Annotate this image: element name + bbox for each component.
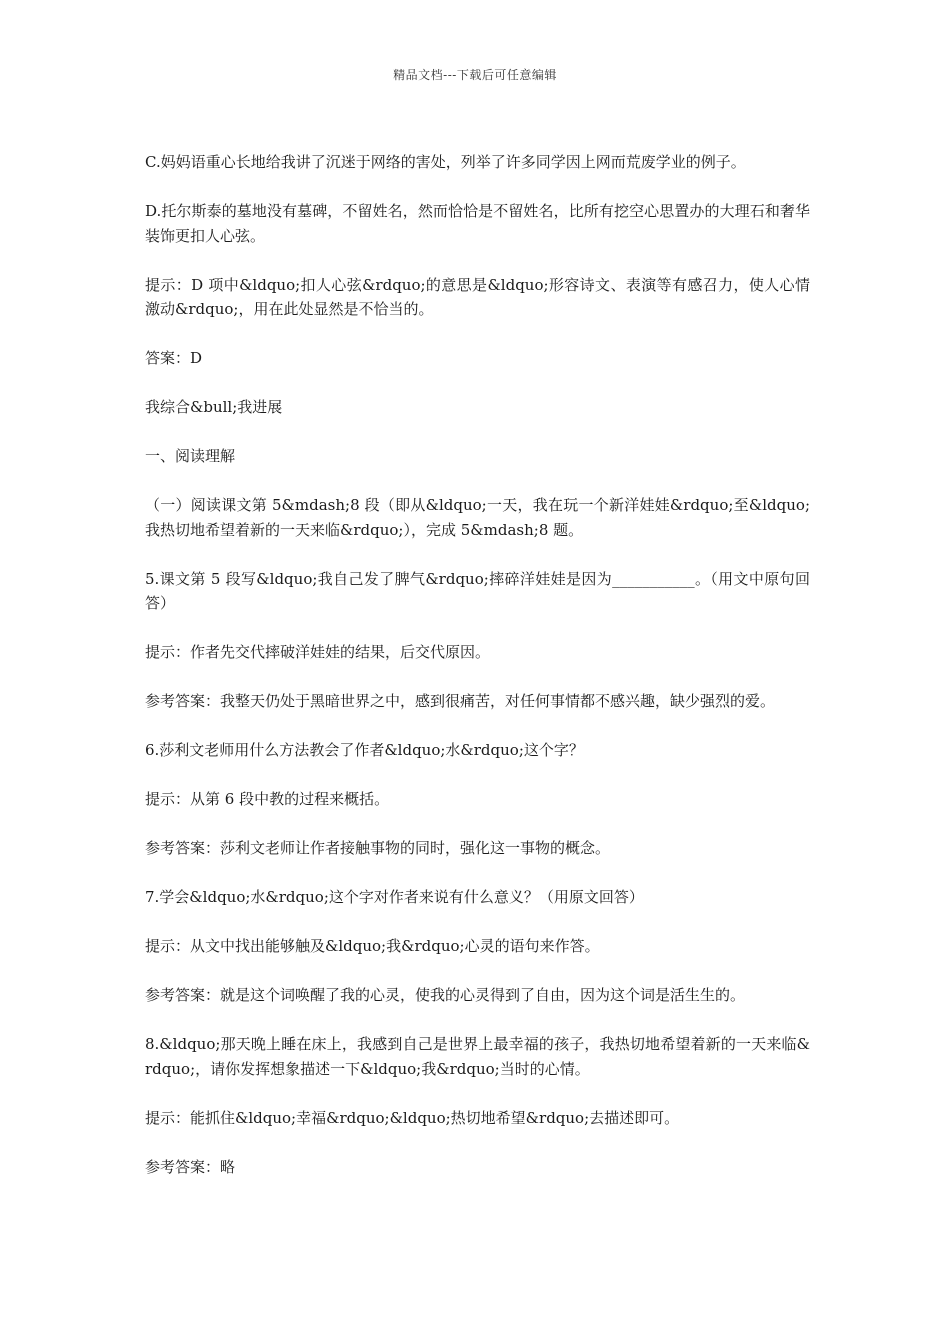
answer-6: 参考答案：莎利文老师让作者接触事物的同时，强化这一事物的概念。 <box>145 839 611 857</box>
hint-6: 提示：从第 6 段中教的过程来概括。 <box>145 790 390 808</box>
hint-5: 提示：作者先交代摔破洋娃娃的结果，后交代原因。 <box>145 643 491 661</box>
option-c: C.妈妈语重心长地给我讲了沉迷于网络的害处，列举了许多同学因上网而荒废学业的例子。 <box>145 153 746 171</box>
hint-text: 提示：D 项中&ldquo;扣人心弦&rdquo;的意思是&ldquo;形容诗文、表演等有感召力，使人心情激动&rdquo;，用在此处显然是不恰当的。 <box>145 275 810 318</box>
question-8: 8.&ldquo;那天晚上睡在床上，我感到自己是世界上最幸福的孩子，我热切地希望着新的一天来临&rdquo;，请你发挥想象描述一下&ldquo;我&rdquo;当时的心情。 <box>145 1035 810 1078</box>
answer-8: 参考答案：略 <box>145 1157 236 1176</box>
hint-8: 提示：能抓住&ldquo;幸福&rdquo;&ldquo;热切地希望&rdquo;去描述即可。 <box>145 1108 680 1127</box>
hint-7: 提示：从文中找出能够触及&ldquo;我&rdquo;心灵的语句来作答。 <box>145 937 600 955</box>
question-6: 6.莎利文老师用什么方法教会了作者&ldquo;水&rdquo;这个字？ <box>145 741 584 759</box>
question-5: 5.课文第 5 段写&ldquo;我自己发了脾气&rdquo;摔碎洋娃娃是因为___________。（用文中原句回答） <box>145 569 810 612</box>
reading-instruction: （一）阅读课文第 5&mdash;8 段（即从&ldquo;一天，我在玩一个新洋娃娃&rdquo;至&ldquo;我热切地希望着新的一天来临&rdquo;），完成 5&mdash;8 题。 <box>145 496 810 539</box>
answer-5: 参考答案：我整天仍处于黑暗世界之中，感到很痛苦，对任何事情都不感兴趣，缺少强烈的爱。 <box>145 692 776 710</box>
question-7: 7.学会&ldquo;水&rdquo;这个字对作者来说有什么意义？（用原文回答） <box>145 888 644 906</box>
answer-7: 参考答案：就是这个词唤醒了我的心灵，使我的心灵得到了自由，因为这个词是活生生的。 <box>145 986 746 1004</box>
section-heading: 我综合&bull;我进展 <box>145 398 283 416</box>
answer-text: 答案：D <box>145 349 203 367</box>
page-header: 精品文档---下载后可任意编辑 <box>393 68 557 82</box>
subsection-heading: 一、阅读理解 <box>145 447 236 465</box>
option-d: D.托尔斯泰的墓地没有墓碑，不留姓名，然而恰恰是不留姓名，比所有挖空心思置办的大理石和奢华装饰更扣人心弦。 <box>145 202 810 245</box>
document-body <box>145 150 810 1204</box>
